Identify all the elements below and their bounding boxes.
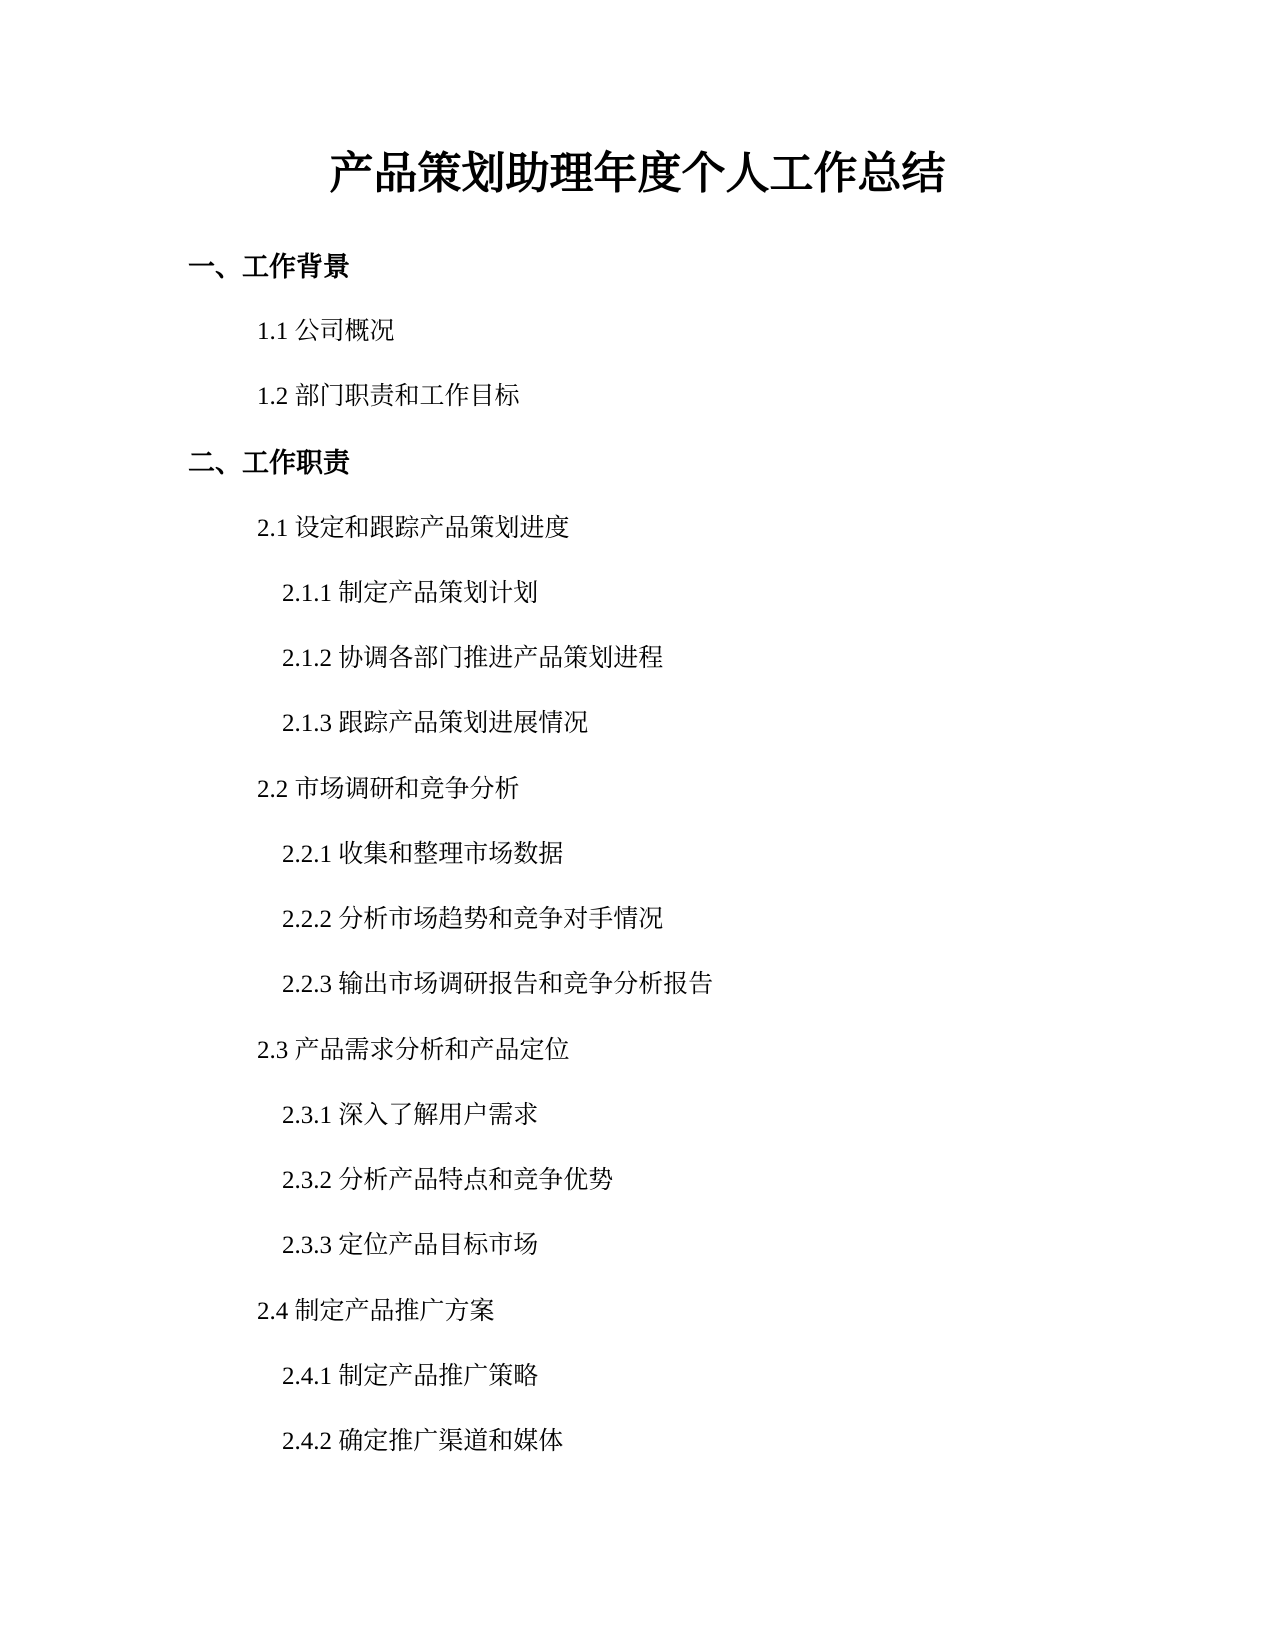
list-item: 2.4.1 制定产品推广策略 <box>282 1363 539 1390</box>
list-item: 2.3 产品需求分析和产品定位 <box>257 1037 570 1064</box>
list-item: 2.1.3 跟踪产品策划进展情况 <box>282 710 589 737</box>
list-item: 2.2 市场调研和竞争分析 <box>257 776 520 803</box>
list-item: 2.2.1 收集和整理市场数据 <box>282 841 564 868</box>
list-item: 2.1.1 制定产品策划计划 <box>282 580 539 607</box>
list-item: 1.1 公司概况 <box>257 318 395 345</box>
list-item: 2.4 制定产品推广方案 <box>257 1298 495 1325</box>
list-item: 2.2.3 输出市场调研报告和竞争分析报告 <box>282 971 714 998</box>
section-heading-work-background: 一、工作背景 <box>188 252 350 283</box>
list-item: 2.4.2 确定推广渠道和媒体 <box>282 1428 564 1455</box>
list-item: 1.2 部门职责和工作目标 <box>257 383 520 410</box>
list-item: 2.2.2 分析市场趋势和竞争对手情况 <box>282 906 664 933</box>
list-item: 2.3.1 深入了解用户需求 <box>282 1102 539 1129</box>
list-item: 2.1 设定和跟踪产品策划进度 <box>257 515 570 542</box>
document-title: 产品策划助理年度个人工作总结 <box>329 148 946 199</box>
section-heading-work-duties: 二、工作职责 <box>188 448 350 479</box>
list-item: 2.3.2 分析产品特点和竞争优势 <box>282 1167 614 1194</box>
list-item: 2.3.3 定位产品目标市场 <box>282 1232 539 1259</box>
list-item: 2.1.2 协调各部门推进产品策划进程 <box>282 645 664 672</box>
